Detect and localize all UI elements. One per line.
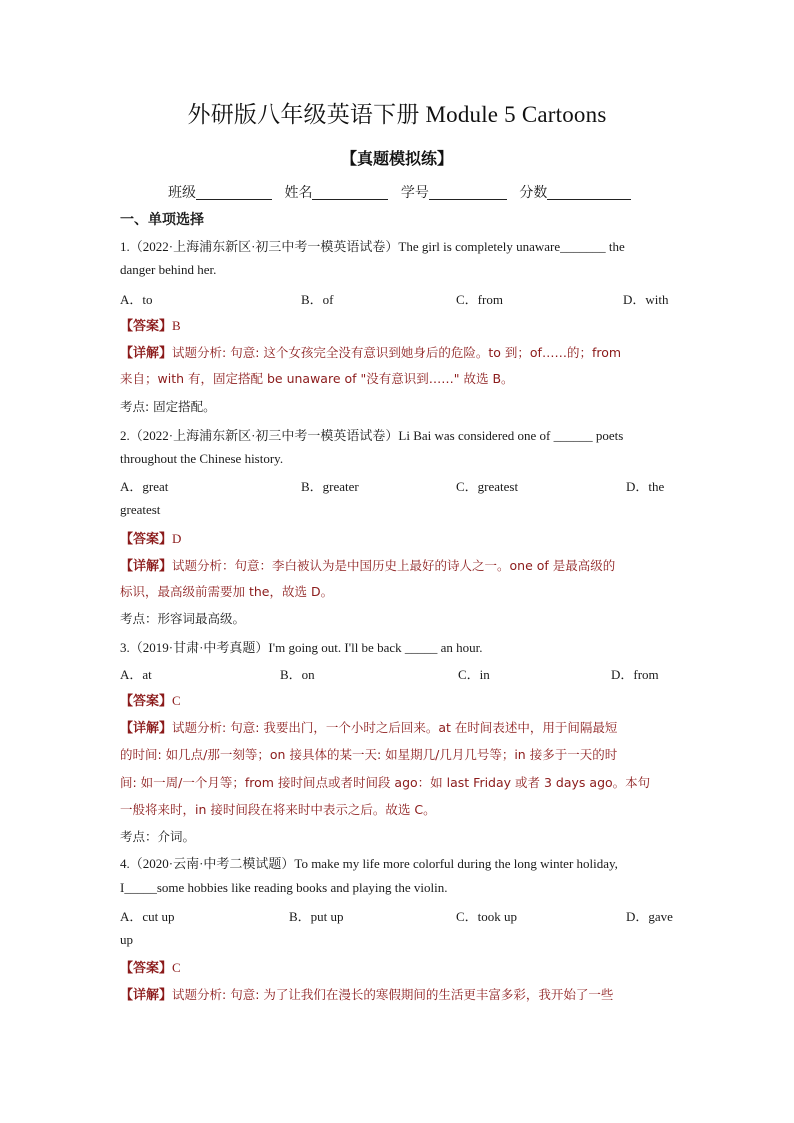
class-label: 班级 [168, 185, 196, 201]
detail-label: 【详解】 [120, 346, 173, 361]
question-3-option-a: A．at [120, 667, 152, 682]
detail-label: 【详解】 [120, 988, 173, 1003]
question-4-detail-line-1 [120, 984, 676, 1003]
question-2-option-c: C．greatest [456, 479, 519, 494]
question-2-stem-line-1: 2.（2022·上海浦东新区·初三中考一模英语试卷）Li Bai was considered one of ______ poets [120, 428, 624, 443]
question-4-option-a: A．cut up [120, 909, 175, 924]
answer-label: 【答案】 [120, 694, 173, 709]
question-4-stem-line-2: I_____some hobbies like reading books and playing the violin. [120, 880, 448, 895]
question-1-stem-line-2: danger behind her. [120, 262, 217, 277]
section-title: 一、单项选择 [120, 212, 204, 228]
question-1-stem-line-1: 1.（2022·上海浦东新区·初三中考一模英语试卷）The girl is completely unaware_______ the [120, 239, 625, 254]
student-info-line [168, 182, 639, 202]
question-4-answer [120, 957, 676, 976]
question-1-option-a: A．to [120, 292, 153, 307]
question-3-answer [120, 690, 676, 709]
question-3-detail-line-4: 一般将来时，in 接时间段在将来时中表示之后。故选 C。 [120, 802, 436, 817]
question-2-option-d: D．the [626, 479, 665, 494]
page-title: 外研版八年级英语下册 Module 5 Cartoons [187, 102, 607, 127]
question-4-option-b: B．put up [289, 909, 344, 924]
answer-value: C [172, 693, 181, 708]
id-label: 学号 [400, 185, 429, 201]
answer-value: B [172, 318, 181, 333]
question-2-answer [120, 528, 676, 547]
question-3-option-b: B．on [280, 667, 315, 682]
question-3-point: 考点：介词。 [120, 829, 196, 844]
question-4-option-wrap: up [120, 932, 133, 947]
question-3-detail-line-2: 的时间: 如几点/那一刻等；on 接具体的某一天: 如星期几/几月几号等；in 接多于一天的时 [120, 747, 618, 762]
detail-text: 试题分析：句意：李白被认为是中国历史上最好的诗人之一。one of 是最高级的 [172, 558, 616, 573]
answer-value: D [172, 531, 182, 546]
answer-label: 【答案】 [120, 319, 173, 334]
question-4-stem-line-1: 4.（2020·云南·中考二模试题）To make my life more colorful during the long winter holiday, [120, 856, 618, 871]
question-1-detail-line-2: 来自；with 有，固定搭配 be unaware of "没有意识到……" 故选 B。 [120, 371, 514, 386]
question-1-option-b: B．of [301, 292, 334, 307]
class-blank [196, 185, 272, 200]
question-4-option-c: C．took up [456, 909, 518, 924]
question-2-detail-line-1 [120, 555, 676, 574]
question-1-option-c: C．from [456, 292, 503, 307]
name-blank [312, 185, 388, 200]
answer-label: 【答案】 [120, 532, 173, 547]
question-1-answer [120, 315, 676, 334]
question-1-point: 考点: 固定搭配。 [120, 399, 216, 414]
question-3-stem-line-1: 3.（2019·甘肃·中考真题）I'm going out. I'll be back _____ an hour. [120, 640, 483, 655]
score-blank [547, 185, 631, 200]
answer-label: 【答案】 [120, 961, 173, 976]
detail-text: 试题分析: 句意: 为了让我们在漫长的寒假期间的生活更丰富多彩，我开始了一些 [172, 987, 614, 1002]
question-3-option-c: C．in [458, 667, 490, 682]
detail-label: 【详解】 [120, 559, 173, 574]
detail-text: 试题分析: 句意: 我要出门，一个小时之后回来。at 在时间表述中，用于间隔最短 [172, 720, 618, 735]
detail-text: 试题分析: 句意: 这个女孩完全没有意识到她身后的危险。to 到；of……的；from [172, 345, 622, 360]
question-2-option-wrap: greatest [120, 502, 161, 517]
question-2-detail-line-2: 标识，最高级前需要加 the，故选 D。 [120, 584, 334, 599]
question-4-option-d: D．gave [626, 909, 673, 924]
detail-label: 【详解】 [120, 721, 173, 736]
score-label: 分数 [519, 185, 548, 201]
page-subtitle: 【真题模拟练】 [340, 149, 453, 168]
answer-value: C [172, 960, 181, 975]
question-1-detail-line-1 [120, 342, 676, 361]
question-3-detail-line-1 [120, 717, 676, 736]
question-1-option-d: D．with [623, 292, 669, 307]
question-3-option-d: D．from [611, 667, 659, 682]
question-2-point: 考点：形容词最高级。 [120, 611, 246, 626]
question-3-detail-line-3: 间: 如一周/一个月等；from 接时间点或者时间段 ago：如 last Friday 或者 3 days ago。本句 [120, 775, 651, 790]
question-2-stem-line-2: throughout the Chinese history. [120, 451, 284, 466]
question-2-option-a: A．great [120, 479, 169, 494]
id-blank [429, 185, 507, 200]
name-label: 姓名 [284, 185, 313, 201]
question-2-option-b: B．greater [301, 479, 359, 494]
